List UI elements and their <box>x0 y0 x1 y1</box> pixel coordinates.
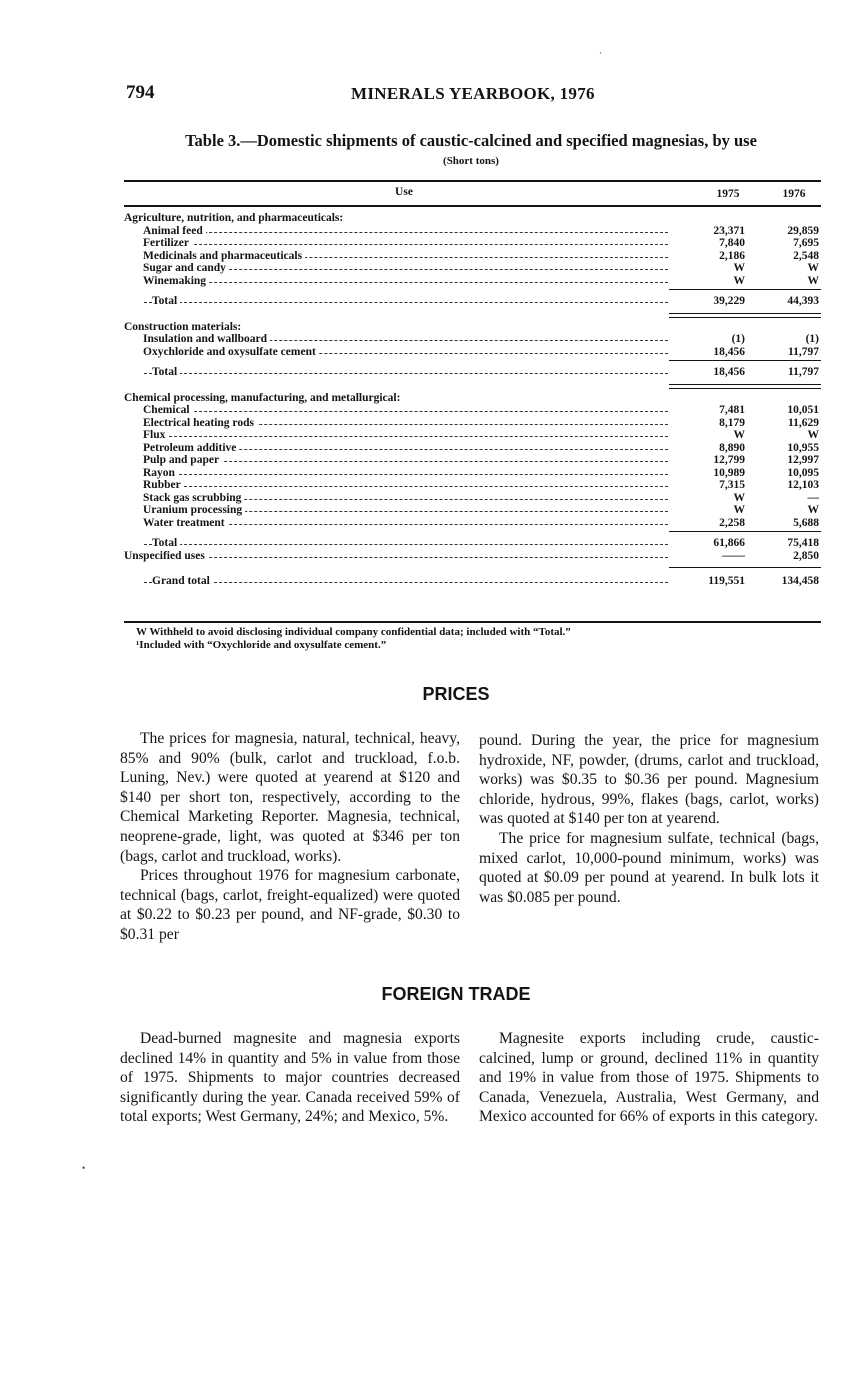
value-1976: 2,548 <box>793 249 819 262</box>
use-label: Unspecified uses <box>124 550 208 563</box>
value-1976: 12,103 <box>787 479 819 491</box>
value-1976: 7,695 <box>793 237 819 249</box>
paragraph: pound. During the year, the price for magnesium hydroxide, NF, powder, (drums, carlot and truckload, works) was $0.35 to $0.36 per pound. Magnesium chloride, hydrous, 99%, flakes (bags, carlot, works) was quoted at $140 per ton at yearend. <box>479 732 819 828</box>
table-row <box>124 429 821 442</box>
value-1976: 11,797 <box>788 345 819 358</box>
value-1976: 5,688 <box>793 516 819 529</box>
total-row <box>124 537 821 550</box>
foreign-trade-left-column <box>120 1029 460 1127</box>
table-row <box>124 346 821 359</box>
table-row <box>124 262 821 275</box>
value-1975: —— <box>722 549 745 562</box>
dot-leader <box>144 244 668 245</box>
table-title: Table 3.—Domestic shipments of caustic-calcined and specified magnesias, by use <box>185 131 757 150</box>
value-1975: 18,456 <box>713 366 745 378</box>
value-1975: W <box>733 504 745 516</box>
footnote-included: ¹Included with “Oxychloride and oxysulfate cement.” <box>136 639 387 651</box>
footnote-withheld: W Withheld to avoid disclosing individual company confidential data; included with “Total.” <box>136 626 571 638</box>
group-heading <box>124 392 821 405</box>
use-label: Total <box>152 366 180 379</box>
use-label: Grand total <box>152 575 213 588</box>
value-1975: 2,258 <box>719 516 745 529</box>
value-1976: 44,393 <box>787 295 819 307</box>
use-label: Flux <box>143 429 168 442</box>
total-row <box>124 366 821 379</box>
use-label: Animal feed <box>143 225 206 238</box>
use-label: Insulation and wallboard <box>143 333 270 346</box>
value-1976: 10,955 <box>787 441 819 454</box>
value-1975: 7,840 <box>719 237 745 249</box>
table-row <box>124 467 821 480</box>
subtotal-rule <box>124 358 821 364</box>
use-label: Chemical <box>143 404 193 417</box>
use-label: Uranium processing <box>143 504 245 517</box>
table-row <box>124 237 821 250</box>
table-top-rule <box>124 180 821 182</box>
use-label: Medicinals and pharmaceuticals <box>143 250 305 263</box>
page-number: 794 <box>126 82 155 103</box>
value-1976: 2,850 <box>793 549 819 562</box>
column-header-use: Use <box>395 186 413 198</box>
value-1976: 11,629 <box>788 416 819 429</box>
table-row <box>124 275 821 288</box>
dot-leader <box>144 557 668 558</box>
dot-leader <box>144 461 668 462</box>
value-1975: 8,890 <box>719 441 745 454</box>
use-label: Oxychloride and oxysulfate cement <box>143 346 319 359</box>
table-row <box>124 442 821 455</box>
use-label: Electrical heating rods <box>143 417 257 430</box>
group-heading-label: Chemical processing, manufacturing, and metallurgical: <box>124 392 403 405</box>
use-label: Pulp and paper <box>143 454 222 467</box>
value-1975: W <box>733 274 745 287</box>
total-double-rule <box>124 382 821 392</box>
value-1975: W <box>733 429 745 441</box>
value-1976: W <box>807 262 819 274</box>
value-1975: 8,179 <box>719 416 745 429</box>
use-label: Rayon <box>143 467 178 480</box>
table-row <box>124 404 821 417</box>
table-row <box>124 550 821 563</box>
table-header-row <box>124 186 821 206</box>
table-row <box>124 333 821 346</box>
table-row <box>124 504 821 517</box>
value-1975: W <box>733 491 745 504</box>
value-1975: (1) <box>731 333 745 345</box>
dot-leader <box>144 582 668 583</box>
use-label: Petroleum additive <box>143 442 239 455</box>
value-1975: 18,456 <box>713 345 745 358</box>
use-label: Total <box>152 295 180 308</box>
value-1976: 10,095 <box>787 466 819 479</box>
use-label: Fertilizer <box>143 237 192 250</box>
total-row <box>124 575 821 588</box>
subtotal-rule <box>124 529 821 535</box>
subtotal-rule <box>124 287 821 293</box>
total-row <box>124 295 821 308</box>
prices-left-column <box>120 729 460 945</box>
table-row <box>124 417 821 430</box>
dot-leader <box>144 544 668 545</box>
value-1976: 11,797 <box>788 366 819 378</box>
running-title: MINERALS YEARBOOK, 1976 <box>351 84 595 103</box>
table-row <box>124 225 821 238</box>
table-row <box>124 454 821 467</box>
value-1976: — <box>807 491 819 504</box>
grand-total-rule <box>124 565 821 571</box>
use-label: Total <box>152 537 180 550</box>
use-label: Winemaking <box>143 275 209 288</box>
table-row <box>124 250 821 263</box>
value-1975: 61,866 <box>713 537 745 549</box>
column-header-1976: 1976 <box>782 188 806 200</box>
group-heading <box>124 212 821 225</box>
dot-leader <box>144 436 668 437</box>
dot-leader <box>144 474 668 475</box>
value-1976: (1) <box>805 333 819 345</box>
value-1976: W <box>807 274 819 287</box>
table-subtitle: (Short tons) <box>443 155 499 167</box>
table-footnotes <box>124 626 571 652</box>
paragraph: Magnesite exports including crude, caustic-calcined, lump or ground, declined 11% in quantity and 19% in value from those of 1975. Shipments to Canada, Venezuela, Australia, West Germany, and Mexico accounted for 66% of exports in this category. <box>479 1030 819 1126</box>
value-1976: 10,051 <box>787 404 819 416</box>
value-1976: 12,997 <box>787 454 819 466</box>
value-1975: 2,186 <box>719 249 745 262</box>
value-1975: 119,551 <box>708 575 745 587</box>
dot-leader <box>144 373 668 374</box>
value-1975: 39,229 <box>713 295 745 307</box>
table-row <box>124 479 821 492</box>
use-label: Water treatment <box>143 517 228 530</box>
value-1975: 12,799 <box>713 454 745 466</box>
group-heading-label: Construction materials: <box>124 321 244 334</box>
foreign-trade-right-column <box>479 1029 819 1127</box>
value-1975: 23,371 <box>713 224 745 237</box>
group-heading-label: Agriculture, nutrition, and pharmaceuticals: <box>124 212 346 225</box>
value-1975: 7,315 <box>719 479 745 491</box>
section-heading-prices: PRICES <box>422 684 490 704</box>
paragraph: Prices throughout 1976 for magnesium carbonate, technical (bags, carlot, freight-equalized) were quoted at $0.22 to $0.23 per pound, and NF-grade, $0.30 to $0.31 per <box>120 867 460 943</box>
shipments-table <box>124 186 821 588</box>
paragraph: The prices for magnesia, natural, technical, heavy, 85% and 90% (bulk, carlot and truckload, f.o.b. Luning, Nev.) were quoted at yearend at $120 and $140 per short ton, respectively, according to the Chemical Marketing Reporter. Magnesia, technical, neoprene-grade, light, was quoted at $346 per ton (bags, carlot and truckload, works). <box>120 730 460 865</box>
table-bottom-rule <box>124 621 821 623</box>
use-label: Stack gas scrubbing <box>143 492 244 505</box>
dot-leader <box>144 302 668 303</box>
total-double-rule <box>124 311 821 321</box>
paragraph: The price for magnesium sulfate, technical (bags, mixed carlot, 10,000-pound minimum, works) was quoted at $0.09 per pound at yearend. In bulk lots it was $0.085 per pound. <box>479 829 819 906</box>
dot-leader <box>144 232 668 233</box>
column-header-1975: 1975 <box>716 188 740 200</box>
group-heading <box>124 321 821 334</box>
section-heading-foreign-trade: FOREIGN TRADE <box>381 984 531 1004</box>
value-1976: W <box>807 429 819 441</box>
value-1976: W <box>807 504 819 516</box>
value-1976: 29,859 <box>787 224 819 237</box>
prices-right-column <box>479 731 819 907</box>
dot-leader <box>144 282 668 283</box>
table-row <box>124 492 821 505</box>
table-row <box>124 517 821 530</box>
value-1976: 75,418 <box>787 537 819 549</box>
value-1975: 10,989 <box>713 466 745 479</box>
dot-leader <box>144 486 668 487</box>
use-label: Rubber <box>143 479 184 492</box>
table-body <box>124 206 821 588</box>
scan-speck: • <box>82 1163 86 1173</box>
paragraph: Dead-burned magnesite and magnesia exports declined 14% in quantity and 5% in value from those of 1975. Shipments to major countries decreased significantly during the year. Canada received 59% of total exports; West Germany, 24%; and Mexico, 5%. <box>120 1030 460 1126</box>
value-1975: 7,481 <box>719 404 745 416</box>
use-label: Sugar and candy <box>143 262 229 275</box>
value-1976: 134,458 <box>781 575 819 587</box>
scan-speck: · <box>599 48 602 58</box>
dot-leader <box>144 411 668 412</box>
value-1975: W <box>733 262 745 274</box>
